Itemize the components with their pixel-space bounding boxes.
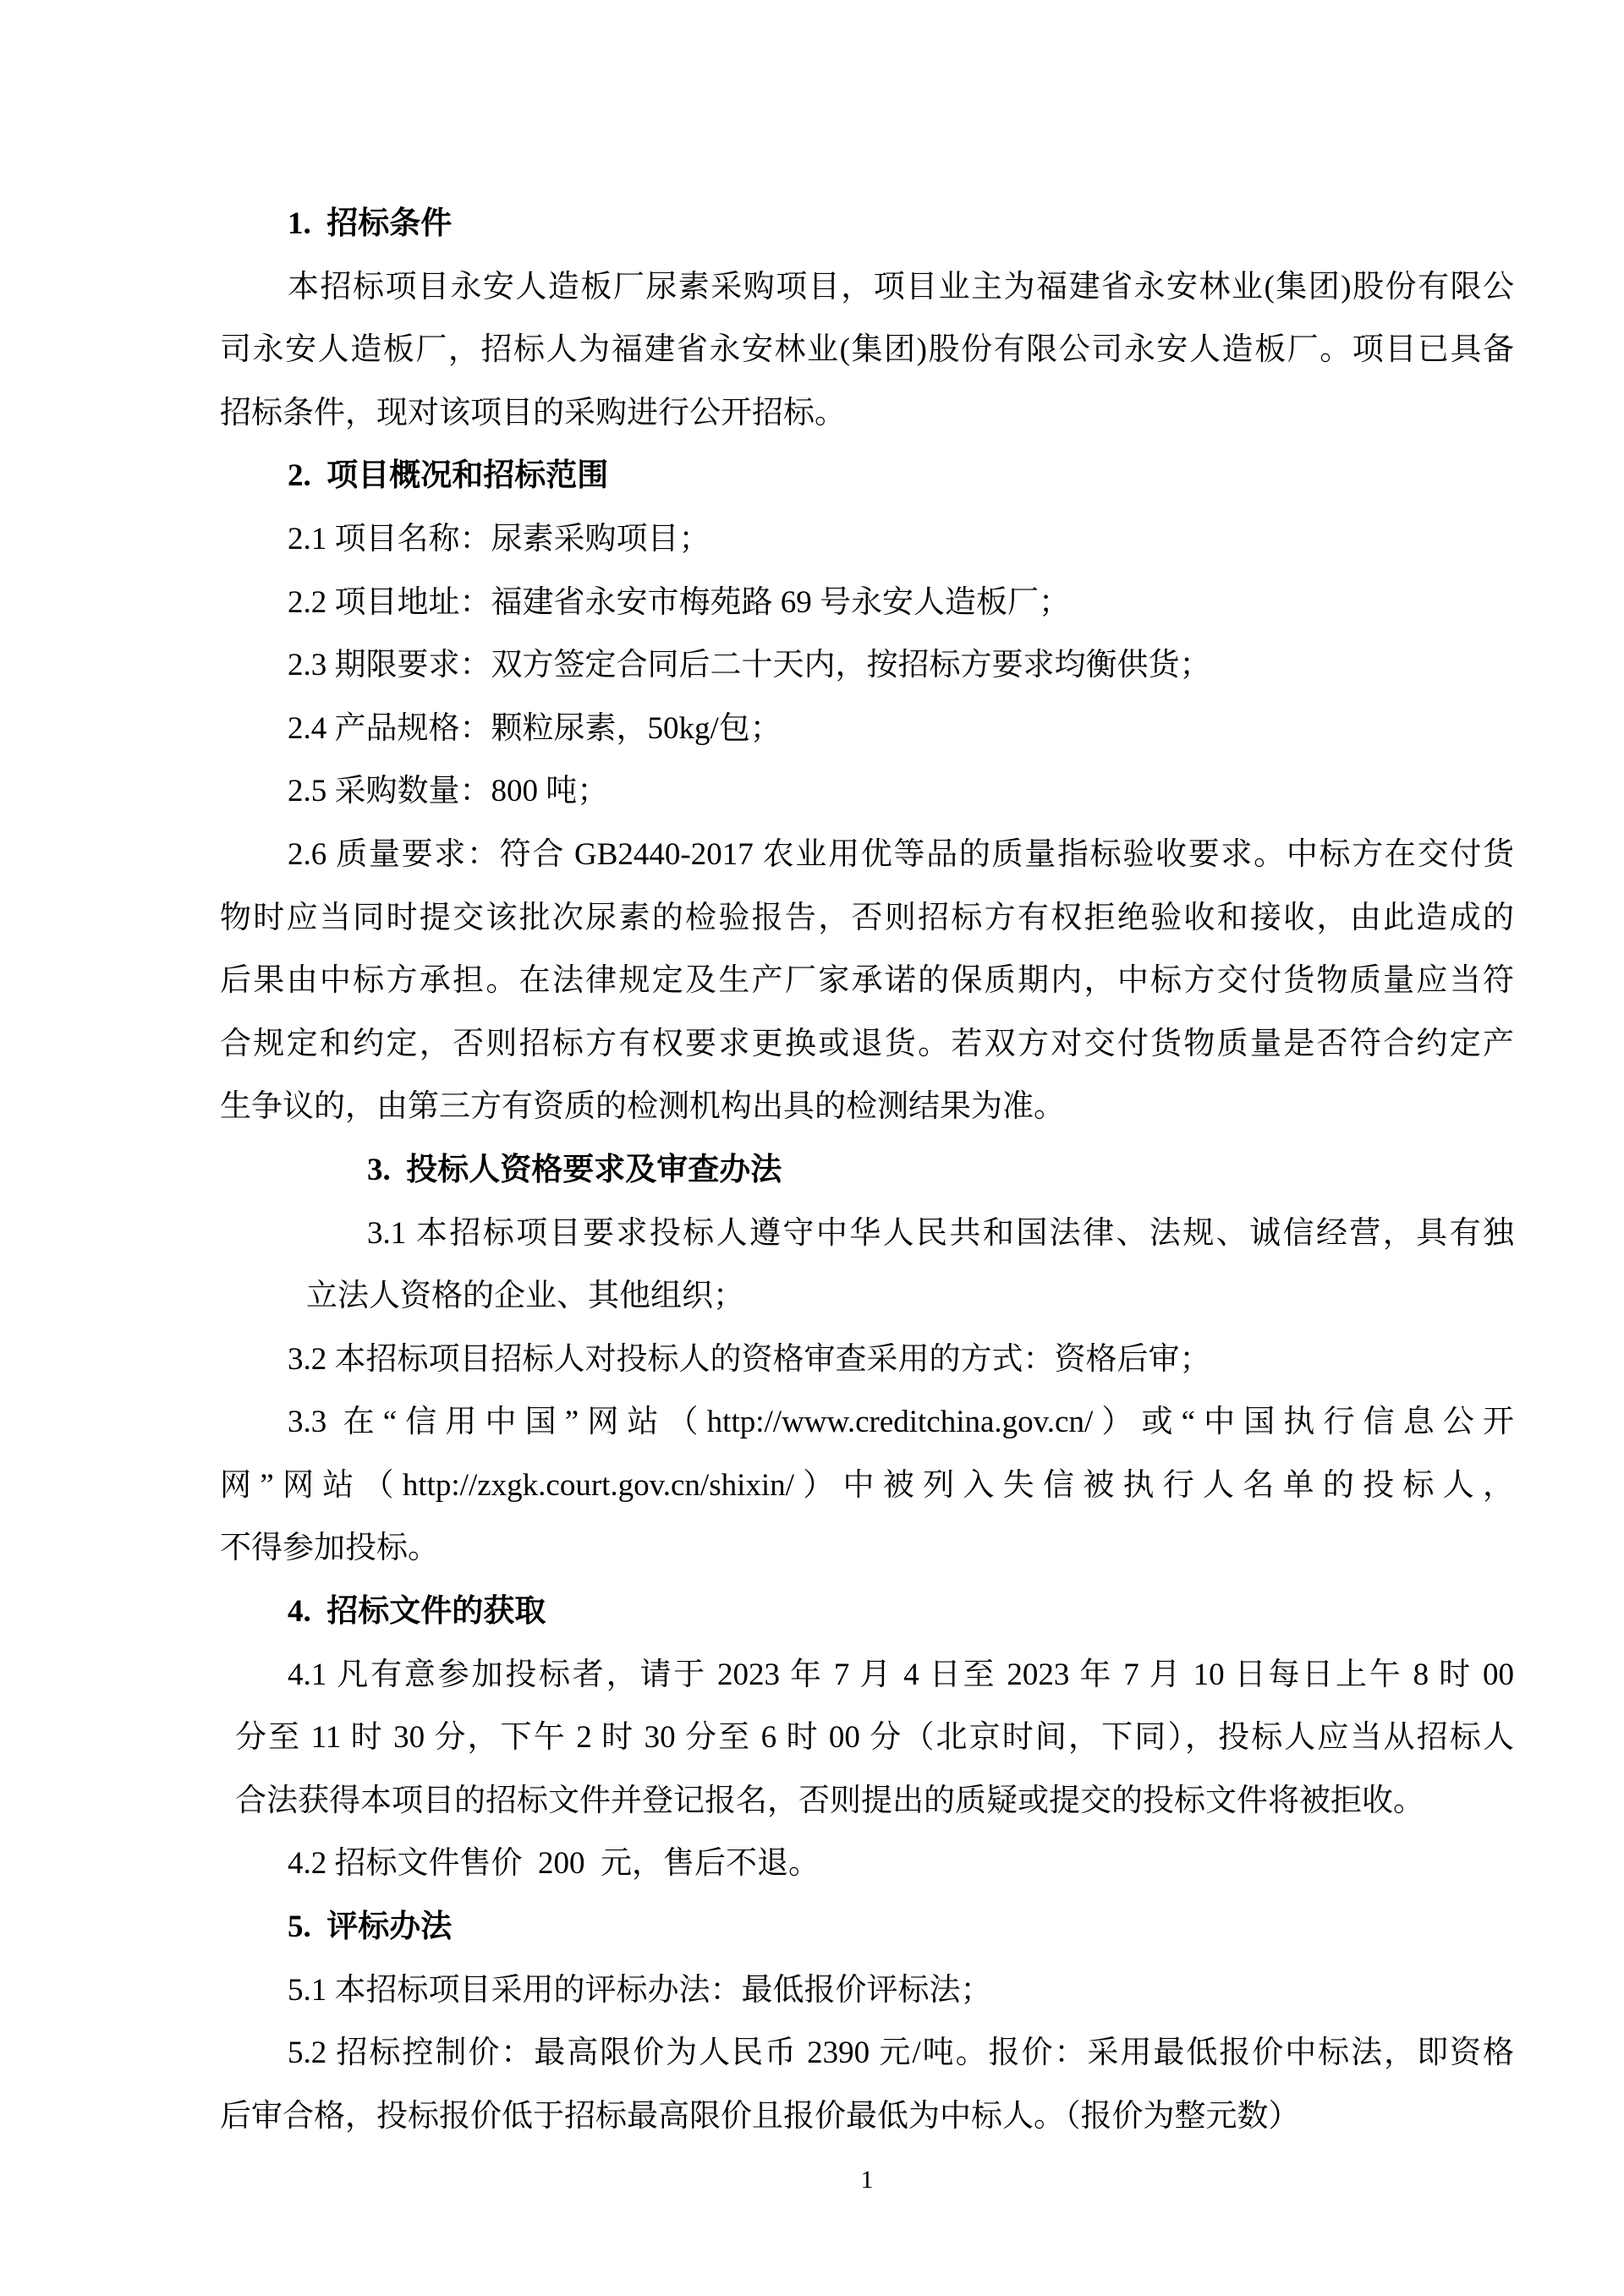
- section-heading: 2. 项目概况和招标范围: [288, 458, 609, 494]
- text-line: 招标条件，现对该项目的采购进行公开招标。: [220, 395, 846, 430]
- text-line: 2.5 采购数量：800 吨；: [288, 774, 609, 809]
- text-line: 4.1 凡有意参加投标者，请于 2023 年 7 月 4 日至 2023 年 7 月 10 日每日上午 8 时 00: [288, 1657, 1514, 1692]
- text-line: 立法人资格的企业、其他组织；: [306, 1279, 744, 1314]
- text-line: 3.2 本招标项目招标人对投标人的资格审查采用的方式：资格后审；: [288, 1341, 1211, 1377]
- text-line: 合规定和约定，否则招标方有权要求更换或退货。若双方对交付货物质量是否符合约定产: [220, 1026, 1514, 1061]
- text-line: 3.1 本招标项目要求投标人遵守中华人民共和国法律、法规、诚信经营，具有独: [367, 1215, 1514, 1251]
- text-line: 生争议的，由第三方有资质的检测机构出具的检测结果为准。: [220, 1089, 1065, 1125]
- text-line: 5.2 招标控制价：最高限价为人民币 2390 元/吨。报价：采用最低报价中标法，即资格: [288, 2036, 1514, 2071]
- section-heading: 5. 评标办法: [288, 1910, 453, 1945]
- text-line: 2.4 产品规格：颗粒尿素，50kg/包；: [288, 710, 782, 746]
- page-number: 1: [860, 2166, 874, 2194]
- text-line: 2.3 期限要求：双方签定合同后二十天内，按招标方要求均衡供货；: [288, 648, 1211, 683]
- text-line: 本招标项目永安人造板厂尿素采购项目，项目业主为福建省永安林业(集团)股份有限公: [288, 269, 1514, 304]
- text-line: 2.2 项目地址：福建省永安市梅苑路 69 号永安人造板厂；: [288, 584, 1070, 620]
- text-line: 后果由中标方承担。在法律规定及生产厂家承诺的保质期内，中标方交付货物质量应当符: [220, 963, 1514, 999]
- text-line: 合法获得本项目的招标文件并登记报名，否则提出的质疑或提交的投标文件将被拒收。: [235, 1783, 1424, 1818]
- text-line: 分至 11 时 30 分，下午 2 时 30 分至 6 时 00 分（北京时间，下同），投标人应当从招标人: [235, 1720, 1514, 1756]
- text-line: 4.2 招标文件售价 200 元，售后不退。: [288, 1846, 820, 1882]
- section-heading: 1. 招标条件: [288, 206, 453, 241]
- text-line: 后审合格，投标报价低于招标最高限价且报价最低为中标人。（报价为整元数）: [220, 2098, 1300, 2134]
- text-line: 司永安人造板厂，招标人为福建省永安林业(集团)股份有限公司永安人造板厂。项目已具备: [220, 332, 1514, 368]
- section-heading: 3. 投标人资格要求及审查办法: [367, 1152, 782, 1187]
- text-line: 不得参加投标。: [220, 1531, 439, 1566]
- section-heading: 4. 招标文件的获取: [288, 1594, 546, 1630]
- text-line: 5.1 本招标项目采用的评标办法：最低报价评标法；: [288, 1972, 992, 2008]
- text-line: 2.6 质量要求：符合 GB2440-2017 农业用优等品的质量指标验收要求。中标方在交付货: [288, 836, 1514, 872]
- text-line: 网”网站（http://zxgk.court.gov.cn/shixin/）中被列入失信被执行人名单的投标人，: [220, 1467, 1514, 1503]
- document-body: [220, 193, 1514, 2148]
- text-line: 物时应当同时提交该批次尿素的检验报告，否则招标方有权拒绝验收和接收，由此造成的: [220, 900, 1514, 935]
- text-line: 2.1 项目名称：尿素采购项目；: [288, 521, 710, 556]
- text-line: 3.3 在“信用中国”网站（http://www.creditchina.gov.cn/）或“中国执行信息公开: [288, 1405, 1514, 1440]
